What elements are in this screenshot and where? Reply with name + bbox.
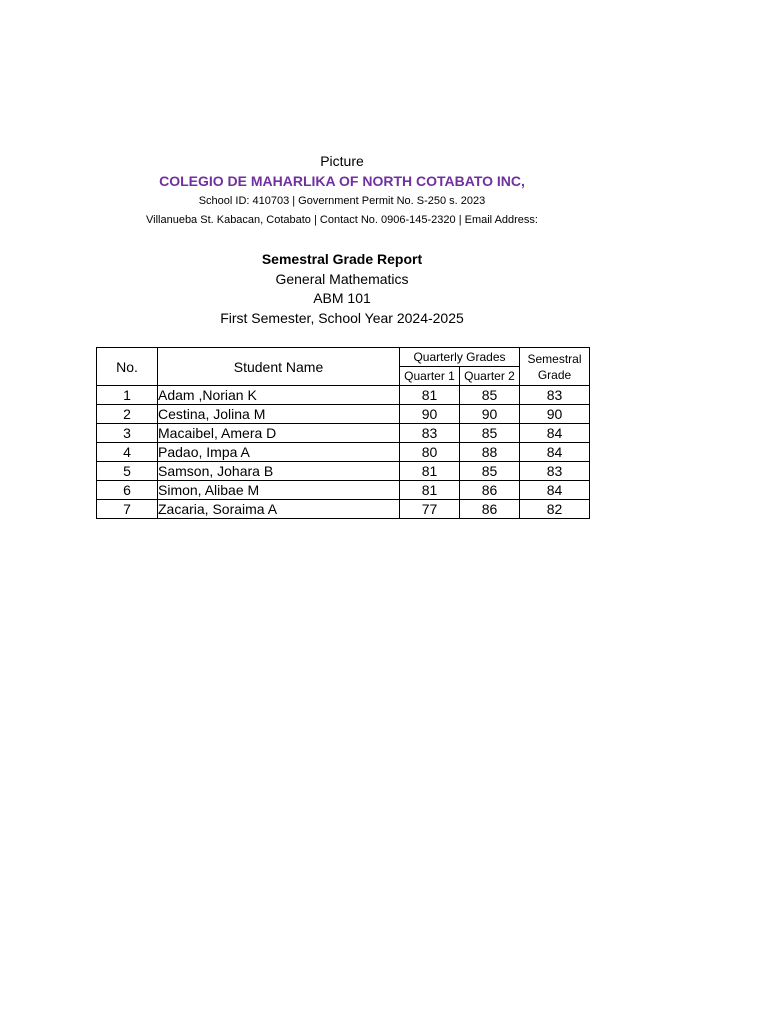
row-quarter-2: 86 bbox=[460, 481, 520, 500]
row-student-name: Adam ,Norian K bbox=[158, 386, 400, 405]
row-semestral-grade: 84 bbox=[520, 481, 590, 500]
table-row bbox=[97, 405, 590, 424]
report-title: Semestral Grade Report bbox=[261, 251, 423, 267]
header-quarter-2-label: Quarter 2 bbox=[464, 369, 515, 383]
row-student-name: Samson, Johara B bbox=[158, 462, 400, 481]
school-id-line: School ID: 410703 | Government Permit No. S-250 s. 2023 bbox=[198, 195, 486, 207]
header-quarter-1-label: Quarter 1 bbox=[404, 369, 455, 383]
table-row bbox=[97, 462, 590, 481]
header-student-name: Student Name bbox=[158, 348, 400, 386]
row-quarter-1: 83 bbox=[400, 424, 460, 443]
row-quarter-1: 81 bbox=[400, 386, 460, 405]
row-semestral-grade: 90 bbox=[520, 405, 590, 424]
row-no: 3 bbox=[97, 424, 158, 443]
table-row bbox=[97, 500, 590, 519]
table-row bbox=[97, 443, 590, 462]
row-quarter-2: 85 bbox=[460, 462, 520, 481]
header-no: No. bbox=[97, 348, 158, 386]
row-student-name: Simon, Alibae M bbox=[158, 481, 400, 500]
row-quarter-2: 88 bbox=[460, 443, 520, 462]
row-semestral-grade: 82 bbox=[520, 500, 590, 519]
school-address-line: Villanueba St. Kabacan, Cotabato | Contact No. 0906-145-2320 | Email Address: bbox=[146, 214, 538, 226]
row-student-name: Macaibel, Amera D bbox=[158, 424, 400, 443]
row-semestral-grade: 83 bbox=[520, 386, 590, 405]
table-row bbox=[97, 386, 590, 405]
row-semestral-grade: 83 bbox=[520, 462, 590, 481]
row-quarter-2: 85 bbox=[460, 386, 520, 405]
row-quarter-1: 77 bbox=[400, 500, 460, 519]
row-semestral-grade: 84 bbox=[520, 443, 590, 462]
row-quarter-1: 80 bbox=[400, 443, 460, 462]
row-quarter-2: 85 bbox=[460, 424, 520, 443]
table-row bbox=[97, 481, 590, 500]
row-semestral-grade: 84 bbox=[520, 424, 590, 443]
picture-placeholder-label: Picture bbox=[320, 153, 364, 169]
row-student-name: Cestina, Jolina M bbox=[158, 405, 400, 424]
row-no: 2 bbox=[97, 405, 158, 424]
header-quarter-2 bbox=[460, 367, 520, 386]
header-quarterly-grades: Quarterly Grades bbox=[400, 348, 520, 367]
header-semestral-grade bbox=[520, 348, 590, 386]
row-quarter-1: 81 bbox=[400, 462, 460, 481]
row-quarter-2: 90 bbox=[460, 405, 520, 424]
row-no: 5 bbox=[97, 462, 158, 481]
row-no: 6 bbox=[97, 481, 158, 500]
row-student-name: Zacaria, Soraima A bbox=[158, 500, 400, 519]
header-semestral-grade-label: Semestral Grade bbox=[527, 351, 582, 382]
report-subject: General Mathematics bbox=[275, 271, 409, 287]
report-section: ABM 101 bbox=[313, 290, 371, 306]
report-semester: First Semester, School Year 2024-2025 bbox=[220, 310, 464, 326]
table-row bbox=[97, 424, 590, 443]
row-quarter-2: 86 bbox=[460, 500, 520, 519]
row-quarter-1: 90 bbox=[400, 405, 460, 424]
row-no: 7 bbox=[97, 500, 158, 519]
school-name: COLEGIO DE MAHARLIKA OF NORTH COTABATO INC, bbox=[159, 173, 525, 189]
row-no: 1 bbox=[97, 386, 158, 405]
grades-table-body bbox=[97, 386, 590, 519]
grades-table bbox=[96, 347, 590, 519]
row-quarter-1: 81 bbox=[400, 481, 460, 500]
header-quarter-1 bbox=[400, 367, 460, 386]
row-no: 4 bbox=[97, 443, 158, 462]
row-student-name: Padao, Impa A bbox=[158, 443, 400, 462]
